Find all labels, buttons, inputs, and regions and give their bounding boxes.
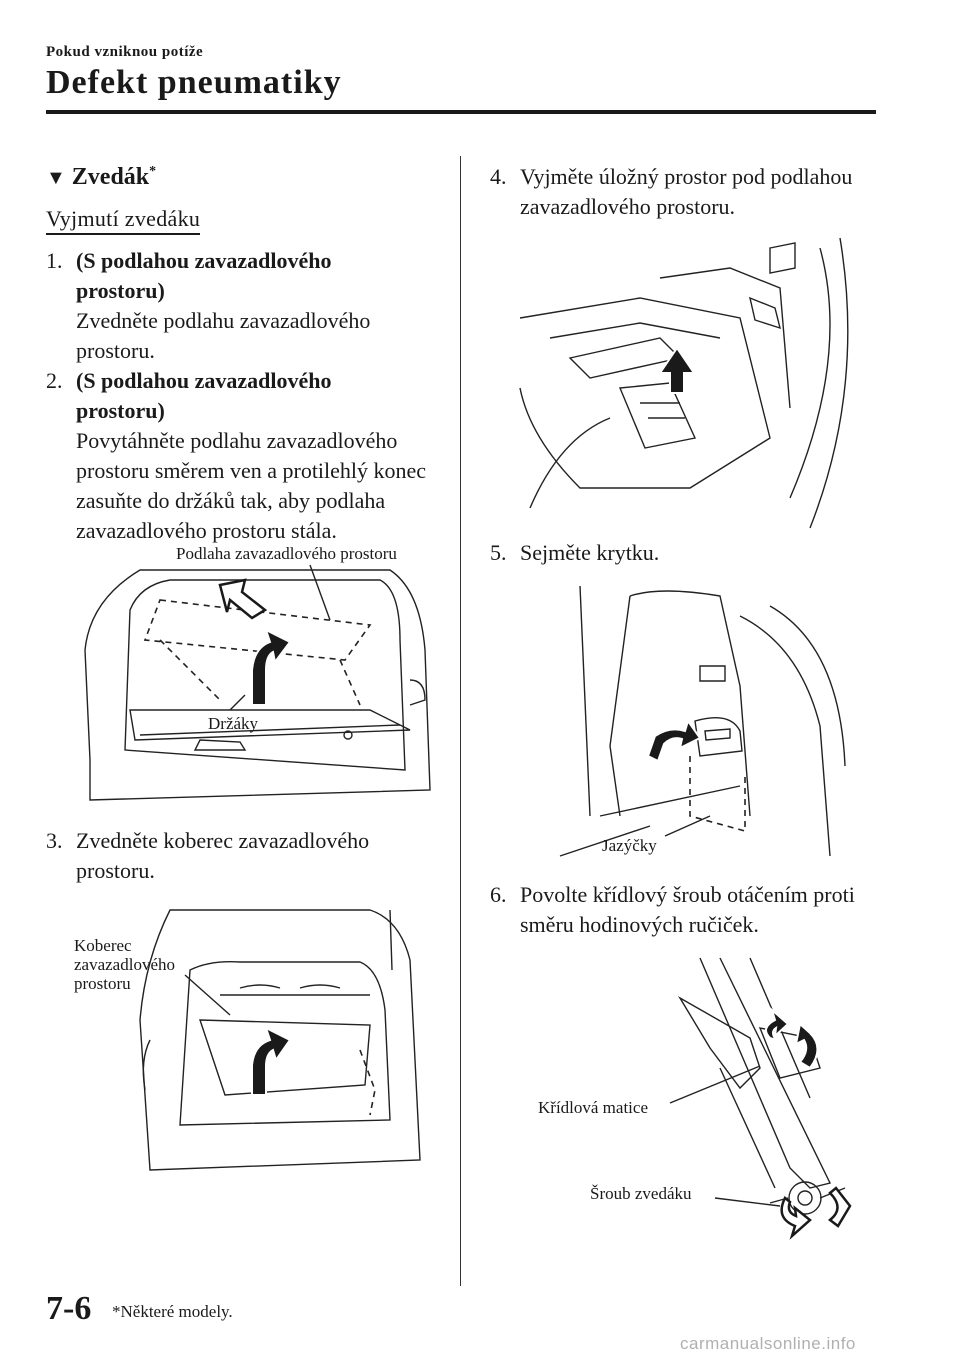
step-text: Povolte křídlový šroub otáčením proti směru hodinových ručiček. xyxy=(520,882,855,937)
page-title: Defekt pneumatiky xyxy=(46,64,342,101)
label-jack-bolt: Šroub zvedáku xyxy=(590,1184,692,1203)
step-3 xyxy=(46,826,446,886)
section-heading xyxy=(46,164,156,191)
step-text: Sejměte krytku. xyxy=(520,540,660,565)
step-number: 1. xyxy=(46,248,63,273)
label-trunk-floor: Podlaha zavazadlového prostoru xyxy=(176,544,397,563)
column-divider xyxy=(460,156,461,1286)
step-text: Vyjměte úložný prostor pod podlahou zavazadlového prostoru. xyxy=(520,164,853,219)
step-4 xyxy=(490,162,870,222)
figure-underfloor-storage xyxy=(520,238,860,528)
figure-cover-removal xyxy=(560,586,850,866)
label-wing-nut: Křídlová matice xyxy=(538,1098,648,1117)
footnote: *Některé modely. xyxy=(112,1302,233,1321)
step-text: Povytáhněte podlahu zavazadlového prostoru směrem ven a protilehlý konec zasuňte do držáků tak, aby podlaha zavazadlového prostoru stála. xyxy=(76,428,427,543)
step-number: 6. xyxy=(490,882,507,907)
step-condition: (S podlahou zavazadlového prostoru) xyxy=(76,368,332,423)
section-label: Pokud vzniknou potíže xyxy=(46,44,204,60)
heading-asterisk: * xyxy=(149,164,157,179)
label-trunk-carpet xyxy=(74,936,175,993)
label-carpet-line-2: zavazadlového xyxy=(74,955,175,974)
heading-text: Zvedák xyxy=(71,164,150,190)
step-1 xyxy=(46,246,446,366)
step-6 xyxy=(490,880,870,940)
subheading: Vyjmutí zvedáku xyxy=(46,206,200,235)
step-number: 3. xyxy=(46,828,63,853)
step-condition: (S podlahou zavazadlového prostoru) xyxy=(76,248,332,303)
step-number: 2. xyxy=(46,368,63,393)
step-text: Zvedněte podlahu zavazadlového prostoru. xyxy=(76,308,371,363)
label-holders: Držáky xyxy=(208,714,259,733)
page-number: 7-6 xyxy=(46,1290,92,1327)
watermark: carmanualsonline.info xyxy=(680,1334,856,1353)
title-rule xyxy=(46,110,876,114)
figure-trunk-carpet xyxy=(130,900,440,1190)
step-number: 5. xyxy=(490,540,507,565)
label-carpet-line-3: prostoru xyxy=(74,974,131,993)
label-tabs: Jazýčky xyxy=(602,836,657,855)
triangle-marker-icon: ▼ xyxy=(46,167,66,189)
step-text: Zvedněte koberec zavazadlového prostoru. xyxy=(76,828,370,883)
step-2 xyxy=(46,366,446,546)
step-5 xyxy=(490,538,870,568)
label-carpet-line-1: Koberec xyxy=(74,936,132,955)
figure-trunk-floor xyxy=(70,530,440,820)
step-number: 4. xyxy=(490,164,507,189)
